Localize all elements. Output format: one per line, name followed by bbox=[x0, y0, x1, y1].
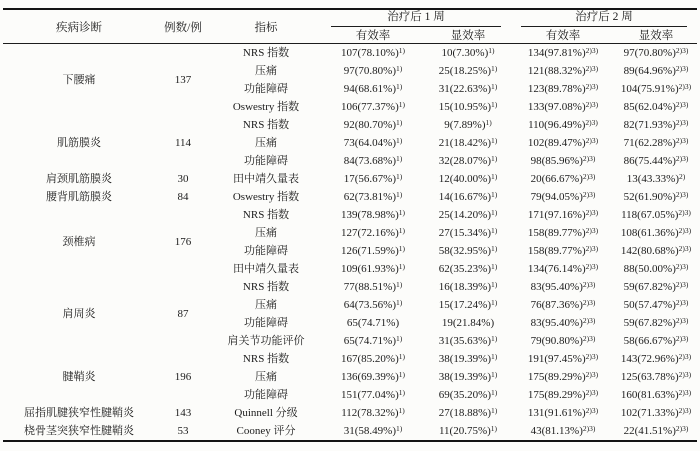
value-cell: $32(28.07\%)^{1)}$ bbox=[438, 153, 498, 167]
value-cell: $27(18.88\%)^{1)}$ bbox=[438, 405, 498, 419]
indicator-cell: NRS 指数 bbox=[242, 119, 290, 131]
week2-group-label: 治疗后 2 周 bbox=[521, 10, 687, 27]
cases-cell: 30 bbox=[177, 173, 189, 185]
table-row bbox=[3, 206, 697, 224]
cases-cell: 196 bbox=[174, 371, 192, 383]
significance-superscript: 2)3) bbox=[675, 189, 689, 199]
indicator-cell: 压痛 bbox=[255, 227, 277, 239]
cases-cell: 176 bbox=[174, 236, 192, 248]
significance-superscript: 1) bbox=[396, 153, 403, 163]
value-cell: $191(97.45\%)^{2)3)}$ bbox=[527, 351, 599, 365]
table-row bbox=[3, 350, 697, 368]
value-cell: $126(71.59\%)^{1)}$ bbox=[341, 243, 405, 257]
significance-superscript: 2)3) bbox=[675, 135, 689, 145]
significance-superscript: 1) bbox=[491, 207, 498, 217]
value-cell: $112(78.32\%)^{1)}$ bbox=[341, 405, 405, 419]
cases-cell: 143 bbox=[174, 407, 192, 419]
significance-superscript: 2)3) bbox=[582, 333, 596, 343]
significance-superscript: 1) bbox=[398, 405, 405, 415]
value-cell: $118(67.05\%)^{2)3)}$ bbox=[621, 207, 691, 221]
significance-superscript: 1) bbox=[491, 351, 498, 361]
value-cell: $62(73.81\%)^{1)}$ bbox=[343, 189, 403, 203]
significance-superscript: 1) bbox=[398, 369, 405, 379]
significance-superscript: 2)3) bbox=[585, 63, 599, 73]
col-header-week2-marked: 显效率 bbox=[615, 27, 697, 44]
indicator-cell: 压痛 bbox=[255, 371, 277, 383]
significance-superscript: 1) bbox=[398, 261, 405, 271]
value-cell: $31(22.63\%)^{1)}$ bbox=[438, 81, 498, 95]
significance-superscript: 2)3) bbox=[675, 423, 689, 433]
significance-superscript: 1) bbox=[396, 189, 403, 199]
significance-superscript: 2)3) bbox=[675, 99, 689, 109]
significance-superscript: 2)3) bbox=[678, 207, 691, 217]
col-header-disease: 疾病诊断 bbox=[3, 9, 155, 44]
significance-superscript: 1) bbox=[398, 351, 405, 361]
table-row bbox=[3, 188, 697, 206]
significance-superscript: 2)3) bbox=[585, 207, 599, 217]
significance-superscript: 1) bbox=[396, 117, 403, 127]
value-cell: $77(88.51\%)^{1)}$ bbox=[343, 279, 403, 293]
value-cell: $121(88.32\%)^{2)3)}$ bbox=[527, 63, 599, 77]
indicator-cell: Quinnell 分级 bbox=[234, 407, 298, 419]
significance-superscript: 1) bbox=[396, 171, 403, 181]
table-row bbox=[3, 422, 697, 441]
col-group-week2 bbox=[511, 9, 697, 27]
value-cell: $102(71.33\%)^{2)3)}$ bbox=[620, 405, 692, 419]
value-cell: $92(80.70\%)^{1)}$ bbox=[343, 117, 403, 131]
significance-superscript: 1) bbox=[396, 63, 403, 73]
value-cell: $94(68.61\%)^{1)}$ bbox=[343, 81, 403, 95]
significance-superscript: 2)3) bbox=[585, 351, 599, 361]
value-cell: $10(7.30\%)^{1)}$ bbox=[441, 45, 495, 59]
table-row bbox=[3, 44, 697, 63]
value-cell: $11(20.75\%)^{1)}$ bbox=[438, 423, 498, 437]
value-cell: $102(89.47\%)^{2)3)}$ bbox=[527, 135, 599, 149]
cases-cell: 84 bbox=[177, 191, 189, 203]
disease-cell: 腰背肌筋膜炎 bbox=[46, 191, 112, 203]
significance-superscript: 2)3) bbox=[582, 315, 596, 325]
value-cell: $21(18.42\%)^{1)}$ bbox=[438, 135, 498, 149]
significance-superscript: 2)3) bbox=[585, 243, 599, 253]
disease-cell: 桡骨茎突狭窄性腱鞘炎 bbox=[24, 425, 134, 437]
significance-superscript: 2)3) bbox=[678, 225, 692, 235]
value-cell: $86(75.44\%)^{2)3)}$ bbox=[623, 153, 689, 167]
significance-superscript: 1) bbox=[491, 171, 498, 181]
value-cell: $88(50.00\%)^{2)3)}$ bbox=[623, 261, 689, 275]
header-row-groups bbox=[3, 9, 697, 27]
significance-superscript: 2)3) bbox=[678, 81, 692, 91]
cases-cell: 114 bbox=[174, 137, 192, 149]
significance-superscript: 2)3) bbox=[585, 261, 599, 271]
significance-superscript: 1) bbox=[398, 207, 405, 217]
value-cell: $143(72.96\%)^{2)3)}$ bbox=[620, 351, 692, 365]
col-header-week1-marked: 显效率 bbox=[425, 27, 511, 44]
value-cell: $171(97.16\%)^{2)3)}$ bbox=[527, 207, 599, 221]
value-cell: $98(85.96\%)^{2)3)}$ bbox=[530, 153, 596, 167]
value-cell: $110(96.49\%)^{2)3)}$ bbox=[528, 117, 598, 131]
value-cell: $71(62.28\%)^{2)3)}$ bbox=[623, 135, 689, 149]
value-cell: $38(19.39\%)^{1)}$ bbox=[438, 351, 498, 365]
significance-superscript: 2)3) bbox=[585, 387, 599, 397]
value-cell: 65(74.71%) bbox=[346, 317, 400, 329]
indicator-cell: Oswestry 指数 bbox=[232, 101, 300, 113]
value-cell: $25(14.20\%)^{1)}$ bbox=[438, 207, 498, 221]
indicator-cell: 功能障碍 bbox=[244, 155, 288, 167]
value-cell: $83(95.40\%)^{2)3)}$ bbox=[530, 279, 596, 293]
significance-superscript: 1) bbox=[491, 261, 498, 271]
significance-superscript: 1) bbox=[491, 81, 498, 91]
value-cell: $89(64.96\%)^{2)3)}$ bbox=[623, 63, 689, 77]
table-body bbox=[3, 44, 697, 442]
value-cell: $123(89.78\%)^{2)3)}$ bbox=[527, 81, 599, 95]
value-cell: $69(35.20\%)^{1)}$ bbox=[438, 387, 498, 401]
value-cell: $83(95.40\%)^{2)3)}$ bbox=[530, 315, 596, 329]
value-cell: $58(32.95\%)^{1)}$ bbox=[438, 243, 498, 257]
significance-superscript: 2)3) bbox=[675, 117, 689, 127]
value-cell: $127(72.16\%)^{1)}$ bbox=[341, 225, 405, 239]
results-table bbox=[3, 8, 697, 442]
significance-superscript: 2)3) bbox=[675, 315, 689, 325]
value-cell: $31(58.49\%)^{1)}$ bbox=[343, 423, 403, 437]
value-cell: $108(61.36\%)^{2)3)}$ bbox=[620, 225, 692, 239]
value-cell: $50(57.47\%)^{2)3)}$ bbox=[623, 297, 689, 311]
significance-superscript: 1) bbox=[491, 297, 498, 307]
significance-superscript: 1) bbox=[398, 225, 405, 235]
significance-superscript: 2)3) bbox=[585, 81, 599, 91]
indicator-cell: NRS 指数 bbox=[242, 209, 290, 221]
value-cell: $97(70.80\%)^{1)}$ bbox=[343, 63, 403, 77]
value-cell: $79(94.05\%)^{2)3)}$ bbox=[530, 189, 596, 203]
col-header-indicator: 指标 bbox=[211, 9, 321, 44]
significance-superscript: 2)3) bbox=[582, 171, 596, 181]
value-cell: $106(77.37\%)^{1)}$ bbox=[341, 99, 405, 113]
value-cell: $14(16.67\%)^{1)}$ bbox=[438, 189, 498, 203]
significance-superscript: 1) bbox=[488, 45, 495, 55]
significance-superscript: 1) bbox=[491, 99, 498, 109]
significance-superscript: 2)3) bbox=[585, 405, 599, 415]
value-cell: $59(67.82\%)^{2)3)}$ bbox=[623, 315, 689, 329]
significance-superscript: 2)3) bbox=[585, 99, 599, 109]
significance-superscript: 2)3) bbox=[678, 351, 692, 361]
value-cell: 19(21.84%) bbox=[441, 317, 495, 329]
indicator-cell: 压痛 bbox=[255, 137, 277, 149]
value-cell: $31(35.63\%)^{1)}$ bbox=[438, 333, 498, 347]
indicator-cell: NRS 指数 bbox=[242, 353, 290, 365]
table-row bbox=[3, 404, 697, 422]
value-cell: $160(81.63\%)^{2)3)}$ bbox=[620, 387, 692, 401]
value-cell: $22(41.51\%)^{2)3)}$ bbox=[623, 423, 689, 437]
significance-superscript: 1) bbox=[491, 63, 498, 73]
value-cell: $15(10.95\%)^{1)}$ bbox=[438, 99, 498, 113]
value-cell: $158(89.77\%)^{2)3)}$ bbox=[527, 225, 599, 239]
value-cell: $109(61.93\%)^{1)}$ bbox=[341, 261, 405, 275]
value-cell: $73(64.04\%)^{1)}$ bbox=[343, 135, 403, 149]
value-cell: $104(75.91\%)^{2)3)}$ bbox=[620, 81, 692, 95]
disease-cell: 肩周炎 bbox=[62, 308, 96, 320]
value-cell: $85(62.04\%)^{2)3)}$ bbox=[623, 99, 689, 113]
significance-superscript: 2)3) bbox=[585, 45, 599, 55]
value-cell: $9(7.89\%)^{1)}$ bbox=[444, 117, 492, 131]
indicator-cell: 功能障碍 bbox=[244, 83, 288, 95]
indicator-cell: 田中靖久量表 bbox=[233, 263, 299, 275]
significance-superscript: 1) bbox=[491, 135, 498, 145]
value-cell: $25(18.25\%)^{1)}$ bbox=[438, 63, 498, 77]
indicator-cell: 田中靖久量表 bbox=[233, 173, 299, 185]
significance-superscript: 1) bbox=[396, 279, 403, 289]
significance-superscript: 1) bbox=[490, 423, 498, 433]
value-cell: $167(85.20\%)^{1)}$ bbox=[341, 351, 405, 365]
significance-superscript: 1) bbox=[398, 99, 405, 109]
value-cell: $79(90.80\%)^{2)3)}$ bbox=[530, 333, 596, 347]
disease-cell: 肌筋膜炎 bbox=[57, 137, 101, 149]
significance-superscript: 2)3) bbox=[582, 279, 596, 289]
indicator-cell: NRS 指数 bbox=[242, 281, 290, 293]
significance-superscript: 1) bbox=[491, 333, 498, 343]
value-cell: $27(15.34\%)^{1)}$ bbox=[438, 225, 498, 239]
value-cell: $20(66.67\%)^{2)3)}$ bbox=[530, 171, 596, 185]
significance-superscript: 1) bbox=[398, 243, 405, 253]
significance-superscript: 2)3) bbox=[678, 369, 692, 379]
value-cell: $12(40.00\%)^{1)}$ bbox=[438, 171, 498, 185]
indicator-cell: 功能障碍 bbox=[244, 389, 288, 401]
value-cell: $131(91.61\%)^{2)3)}$ bbox=[527, 405, 599, 419]
significance-superscript: 2)3) bbox=[585, 117, 598, 127]
significance-superscript: 1) bbox=[396, 81, 403, 91]
significance-superscript: 2)3) bbox=[585, 369, 599, 379]
value-cell: $52(61.90\%)^{2)3)}$ bbox=[623, 189, 689, 203]
value-cell: $125(63.78\%)^{2)3)}$ bbox=[620, 369, 692, 383]
significance-superscript: 1) bbox=[396, 333, 403, 343]
significance-superscript: 2)3) bbox=[582, 297, 596, 307]
value-cell: $64(73.56\%)^{1)}$ bbox=[343, 297, 403, 311]
value-cell: $58(66.67\%)^{2)3)}$ bbox=[623, 333, 689, 347]
week1-group-label: 治疗后 1 周 bbox=[331, 10, 501, 27]
value-cell: $62(35.23\%)^{1)}$ bbox=[438, 261, 498, 275]
col-header-week2-effective: 有效率 bbox=[511, 27, 615, 44]
cases-cell: 137 bbox=[174, 74, 192, 86]
significance-superscript: 2)3) bbox=[675, 297, 689, 307]
value-cell: $76(87.36\%)^{2)3)}$ bbox=[530, 297, 596, 311]
value-cell: $17(56.67\%)^{1)}$ bbox=[343, 171, 403, 185]
significance-superscript: 1) bbox=[485, 117, 492, 127]
indicator-cell: 压痛 bbox=[255, 65, 277, 77]
significance-superscript: 2)3) bbox=[675, 279, 689, 289]
value-cell: $134(97.81\%)^{2)3)}$ bbox=[527, 45, 599, 59]
value-cell: $13(43.33\%)^{2)}$ bbox=[626, 171, 686, 185]
value-cell: $43(81.13\%)^{2)3)}$ bbox=[530, 423, 596, 437]
significance-superscript: 1) bbox=[396, 135, 403, 145]
value-cell: $59(67.82\%)^{2)3)}$ bbox=[623, 279, 689, 293]
value-cell: $133(97.08\%)^{2)3)}$ bbox=[527, 99, 599, 113]
value-cell: $142(80.68\%)^{2)3)}$ bbox=[620, 243, 692, 257]
value-cell: $15(17.24\%)^{1)}$ bbox=[438, 297, 498, 311]
value-cell: $158(89.77\%)^{2)3)}$ bbox=[527, 243, 599, 257]
indicator-cell: 肩关节功能评价 bbox=[227, 335, 305, 347]
significance-superscript: 1) bbox=[491, 279, 498, 289]
disease-cell: 肩颈肌筋膜炎 bbox=[46, 173, 112, 185]
value-cell: $97(70.80\%)^{2)3)}$ bbox=[623, 45, 689, 59]
significance-superscript: 2)3) bbox=[675, 45, 689, 55]
col-header-cases: 例数/例 bbox=[155, 9, 211, 44]
value-cell: $175(89.29\%)^{2)3)}$ bbox=[527, 369, 599, 383]
disease-cell: 腱鞘炎 bbox=[62, 371, 96, 383]
significance-superscript: 2)3) bbox=[675, 63, 689, 73]
significance-superscript: 1) bbox=[491, 189, 498, 199]
value-cell: $65(74.71\%)^{1)}$ bbox=[343, 333, 403, 347]
col-group-week1 bbox=[321, 9, 511, 27]
significance-superscript: 1) bbox=[491, 387, 498, 397]
cases-cell: 53 bbox=[177, 425, 189, 437]
value-cell: $151(77.04\%)^{1)}$ bbox=[341, 387, 405, 401]
significance-superscript: 2)3) bbox=[678, 405, 692, 415]
significance-superscript: 1) bbox=[491, 225, 498, 235]
value-cell: $16(18.39\%)^{1)}$ bbox=[438, 279, 498, 293]
disease-cell: 屈指肌腱狭窄性腱鞘炎 bbox=[24, 407, 134, 419]
significance-superscript: 2)3) bbox=[675, 333, 689, 343]
significance-superscript: 2)3) bbox=[585, 135, 599, 145]
significance-superscript: 1) bbox=[398, 45, 405, 55]
value-cell: $82(71.93\%)^{2)3)}$ bbox=[623, 117, 689, 131]
value-cell: $38(19.39\%)^{1)}$ bbox=[438, 369, 498, 383]
indicator-cell: Oswestry 指数 bbox=[232, 191, 300, 203]
col-header-week1-effective: 有效率 bbox=[321, 27, 425, 44]
indicator-cell: 功能障碍 bbox=[244, 245, 288, 257]
significance-superscript: 1) bbox=[398, 387, 405, 397]
disease-cell: 颈椎病 bbox=[62, 236, 96, 248]
significance-superscript: 1) bbox=[491, 153, 498, 163]
significance-superscript: 2)3) bbox=[582, 153, 596, 163]
significance-superscript: 1) bbox=[396, 297, 403, 307]
indicator-cell: 功能障碍 bbox=[244, 317, 288, 329]
significance-superscript: 2)3) bbox=[678, 243, 692, 253]
value-cell: $136(69.39\%)^{1)}$ bbox=[341, 369, 405, 383]
indicator-cell: 压痛 bbox=[255, 299, 277, 311]
table-header bbox=[3, 9, 697, 44]
value-cell: $175(89.29\%)^{2)3)}$ bbox=[527, 387, 599, 401]
significance-superscript: 2)3) bbox=[582, 423, 596, 433]
value-cell: $107(78.10\%)^{1)}$ bbox=[341, 45, 405, 59]
significance-superscript: 2)3) bbox=[675, 153, 689, 163]
significance-superscript: 1) bbox=[491, 405, 498, 415]
significance-superscript: 2)3) bbox=[678, 387, 692, 397]
significance-superscript: 2)3) bbox=[582, 189, 596, 199]
disease-cell: 下腰痛 bbox=[62, 74, 96, 86]
significance-superscript: 1) bbox=[396, 423, 403, 433]
table-row bbox=[3, 116, 697, 134]
significance-superscript: 1) bbox=[491, 243, 498, 253]
value-cell: $84(73.68\%)^{1)}$ bbox=[343, 153, 403, 167]
indicator-cell: Cooney 评分 bbox=[236, 425, 296, 437]
table-row bbox=[3, 278, 697, 296]
indicator-cell: NRS 指数 bbox=[242, 47, 290, 59]
significance-superscript: 2)3) bbox=[585, 225, 599, 235]
significance-superscript: 1) bbox=[491, 369, 498, 379]
significance-superscript: 2) bbox=[679, 171, 686, 181]
table-row bbox=[3, 170, 697, 188]
cases-cell: 87 bbox=[177, 308, 189, 320]
value-cell: $134(76.14\%)^{2)3)}$ bbox=[527, 261, 599, 275]
value-cell: $139(78.98\%)^{1)}$ bbox=[341, 207, 405, 221]
significance-superscript: 2)3) bbox=[675, 261, 689, 271]
